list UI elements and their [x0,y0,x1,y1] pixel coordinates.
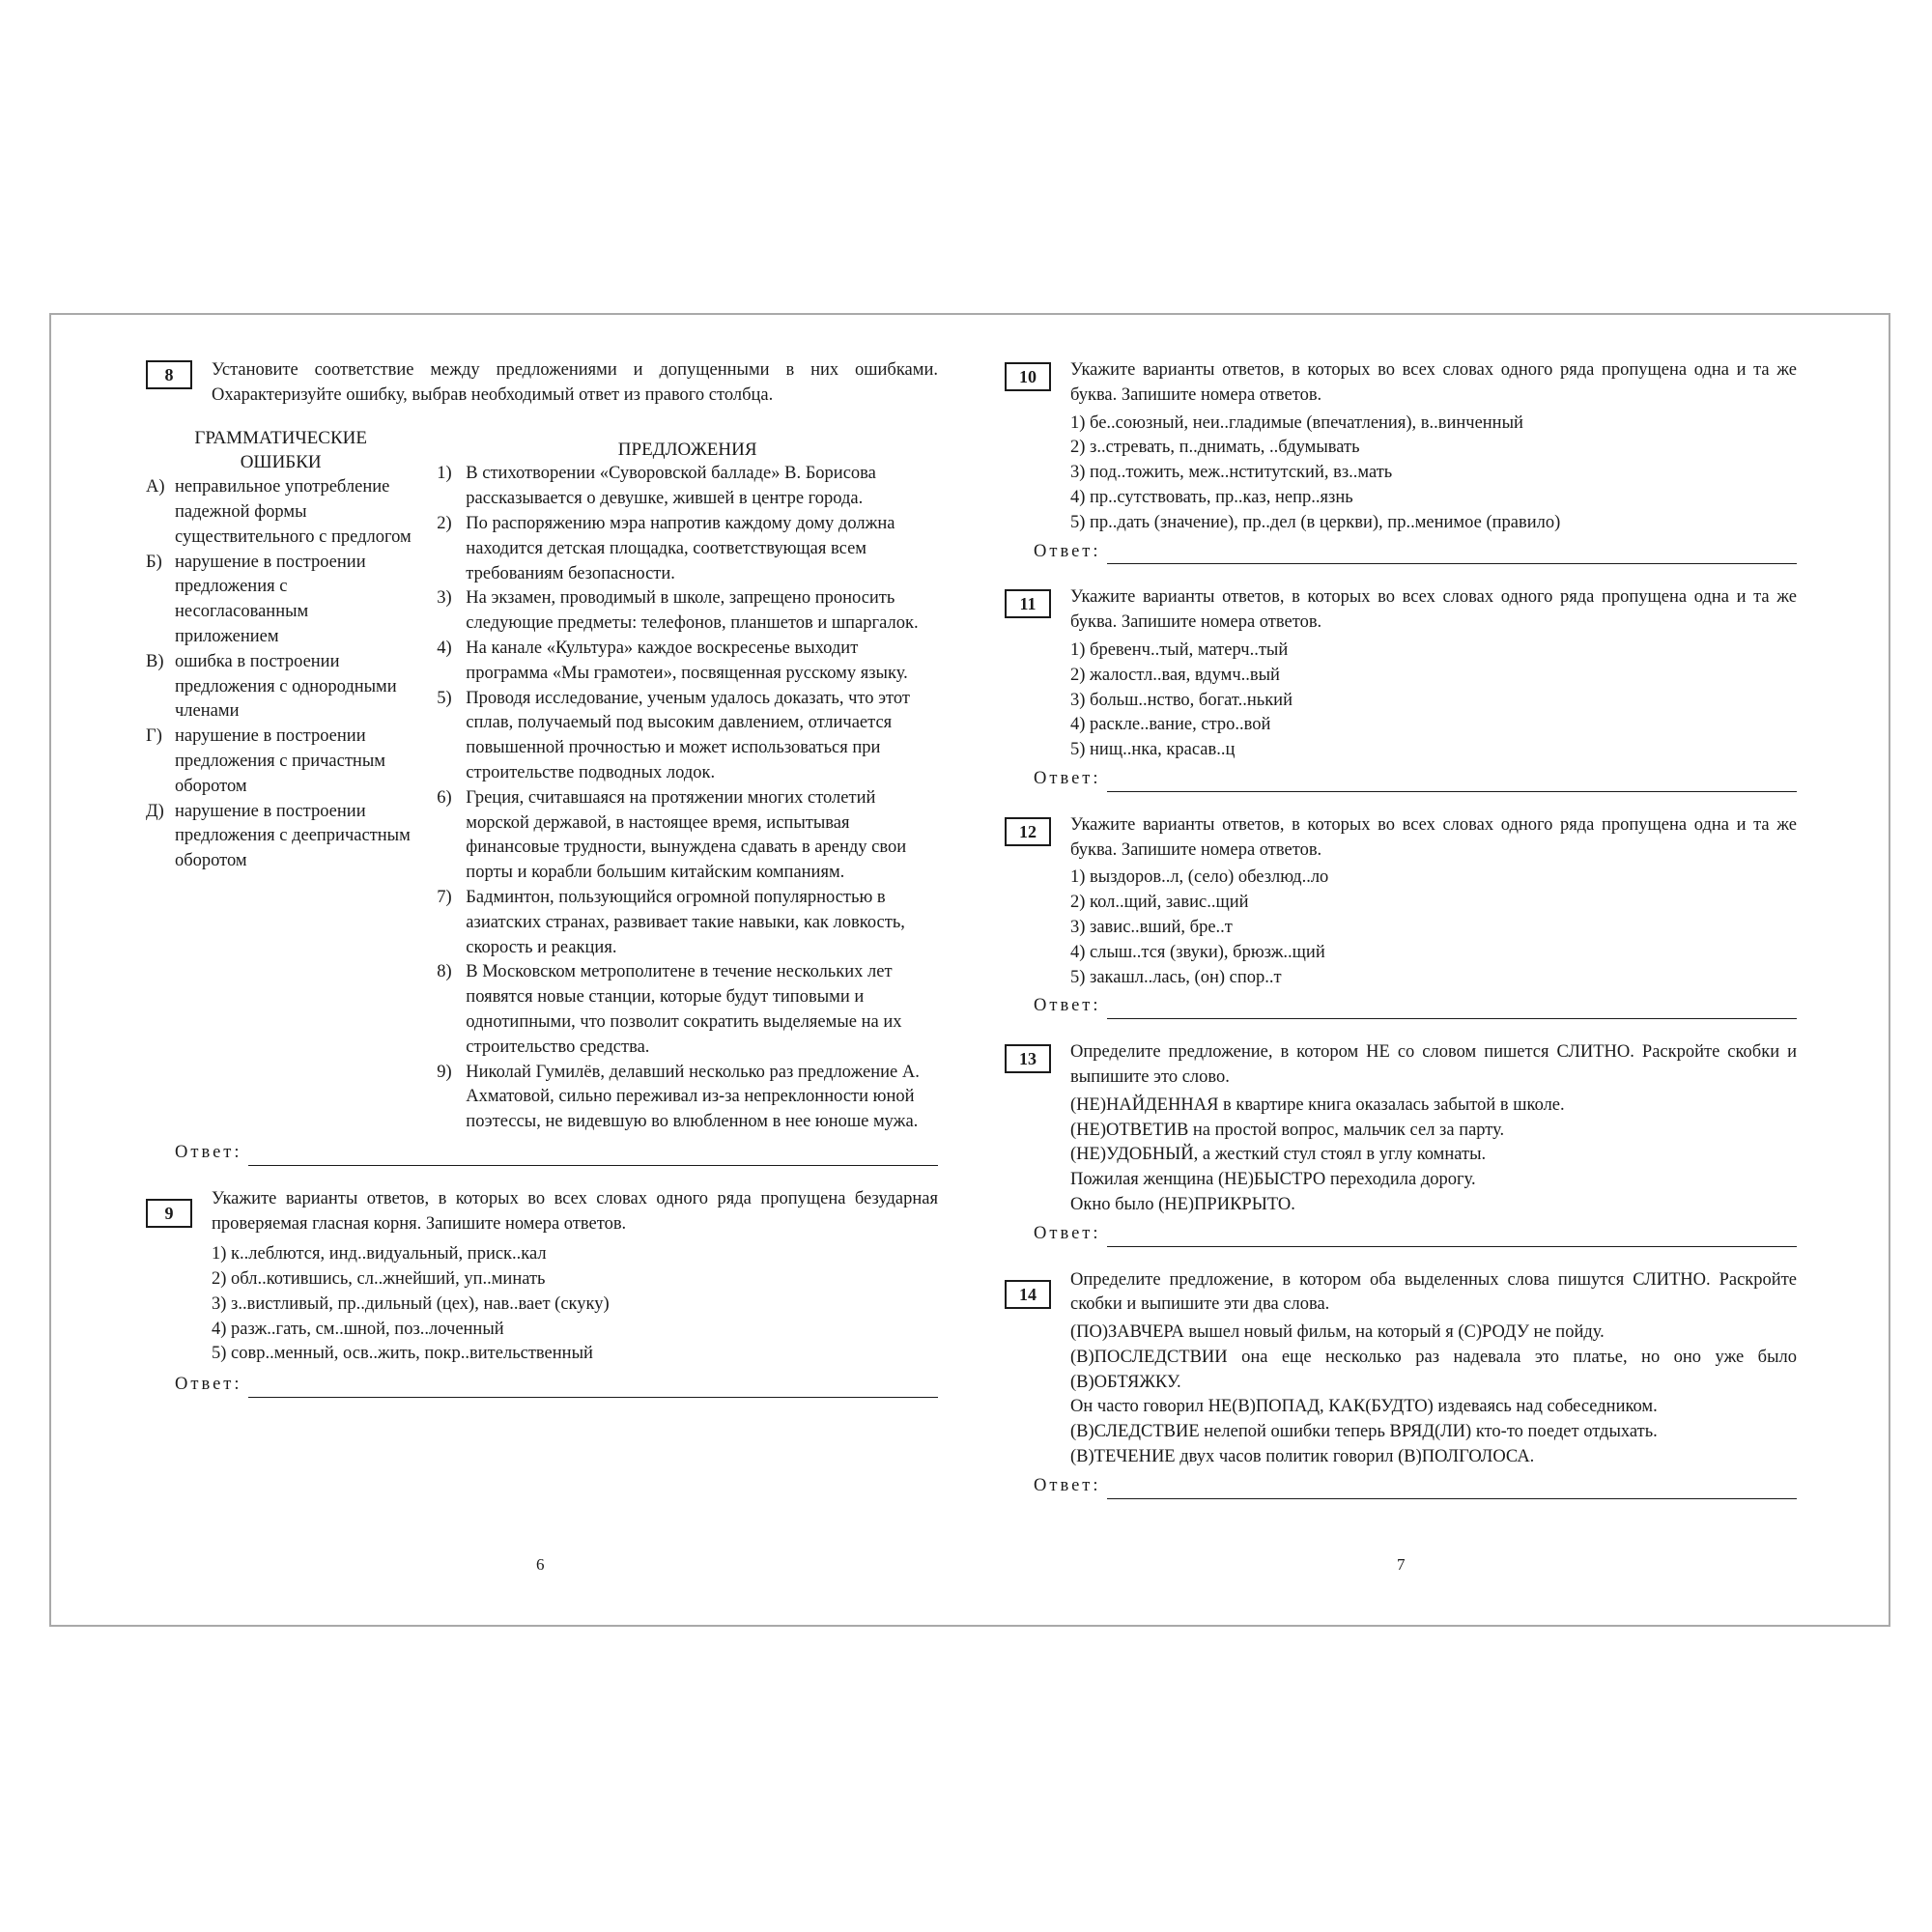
option-item: 3) больш..нство, богат..нький [1070,690,1293,710]
task-number: 11 [1005,589,1051,618]
answer-label: Ответ: [1034,1223,1101,1243]
task-question: Укажите варианты ответов, в которых во всех словах одного ряда пропущена одна и та же буква. Запишите номера ответов. [1070,587,1797,633]
error-item: Б) нарушение в построении предложения с несогласованным приложением [146,552,366,646]
answer-row [1034,1222,1797,1247]
options-list [212,1242,938,1367]
answer-row [175,1373,938,1398]
task-question: Укажите варианты ответов, в которых во всех словах одного ряда пропущена одна и та же буква. Запишите номера ответов. [1070,814,1797,860]
left-page [146,358,938,1398]
option-item: 3) завис..вший, бре..т [1070,917,1233,937]
answer-label: Ответ: [1034,1475,1101,1495]
option-item: 5) пр..дать (значение), пр..дел (в церкви), пр..менимое (правило) [1070,512,1561,532]
answer-input-line[interactable] [1107,770,1797,792]
task-question: Укажите варианты ответов, в которых во всех словах одного ряда пропущена безударная проверяемая гласная корня. Запишите номера ответов. [212,1188,938,1234]
error-item: Д) нарушение в построении предложения с деепричастным оборотом [146,801,411,871]
error-item: Г) нарушение в построении предложения с причастным оборотом [146,726,385,796]
option-item: (НЕ)ОТВЕТИВ на простой вопрос, мальчик сел за парту. [1070,1120,1505,1140]
sentence-item: 3) На экзамен, проводимый в школе, запрещено проносить следующие предметы: телефонов, планшетов и шпаргалок. [437,588,919,634]
option-item: 4) раскле..вание, стро..вой [1070,715,1271,735]
task-question: Определите предложение, в котором НЕ со словом пишется СЛИТНО. Раскройте скобки и выпишите это слово. [1070,1042,1797,1087]
sentence-item: 2) По распоряжению мэра напротив каждому дому должна находится детская площадка, соответствующая всем требованиям безопасности. [437,513,895,583]
option-item: 2) з..стревать, п..днимать, ..бдумывать [1070,438,1360,458]
sentence-item: 4) На канале «Культура» каждое воскресенье выходит программа «Мы грамотеи», посвященная русскому языку. [437,638,908,683]
answer-row [1034,767,1797,792]
sentences-column [437,426,938,1135]
task-10 [1005,358,1797,564]
error-item: А) неправильное употребление падежной формы существительного с предлогом [146,477,412,547]
options-list [1070,639,1797,763]
sentence-item: 7) Бадминтон, пользующийся огромной популярностью в азиатских странах, развивает такие навыки, как ловкость, скорость и реакция. [437,887,905,957]
task-number: 14 [1005,1280,1051,1309]
task-8 [146,358,938,1166]
option-item: 2) кол..щий, завис..щий [1070,893,1249,913]
options-list [1070,1321,1797,1470]
task-question: Определите предложение, в котором оба выделенных слова пишутся СЛИТНО. Раскройте скобки и выпишите эти два слова. [1070,1269,1797,1315]
answer-label: Ответ: [1034,541,1101,561]
answer-label: Ответ: [1034,996,1101,1016]
sentence-item: 5) Проводя исследование, ученым удалось доказать, что этот сплав, получаемый под высоким давлением, отличается повышенной прочностью и может использоваться при строительстве подводных лодок. [437,688,910,782]
task-11 [1005,585,1797,791]
answer-row [175,1141,938,1166]
task-number: 12 [1005,817,1051,846]
option-item: 1) к..леблются, инд..видуальный, приск..кал [212,1244,547,1264]
option-item: 5) нищ..нка, красав..ц [1070,740,1236,760]
page-number-right: 7 [1397,1555,1406,1574]
option-item: (В)СЛЕДСТВИЕ нелепой ошибки теперь ВРЯД(ЛИ) кто-то поедет отдыхать. [1070,1422,1658,1442]
answer-label: Ответ: [1034,768,1101,788]
option-item: 4) разж..гать, см..шной, поз..лоченный [212,1319,504,1339]
option-item: Он часто говорил НЕ(В)ПОПАД, КАК(БУДТО) издеваясь над собеседником. [1070,1397,1658,1417]
task-question: Укажите варианты ответов, в которых во всех словах одного ряда пропущена одна и та же буква. Запишите номера ответов. [1070,360,1797,405]
page-number-left: 6 [536,1555,545,1574]
matching-columns [146,426,938,1135]
task-question: Установите соответствие между предложениями и допущенными в них ошибками. Охарактеризуйте ошибку, выбрав необходимый ответ из правого столбца. [212,360,938,405]
task-14 [1005,1268,1797,1499]
sentence-item: 9) Николай Гумилёв, делавший несколько раз предложение А. Ахматовой, сильно переживал из-за непреклонности юной поэтессы, не видевшую во влюбленном в нее юноше мужа. [437,1062,920,1132]
right-page [1005,358,1797,1499]
error-item: В) ошибка в построении предложения с однородными членами [146,651,397,722]
task-13 [1005,1040,1797,1246]
answer-input-line[interactable] [1107,997,1797,1019]
options-list [1070,866,1797,990]
option-item: 1) бе..союзный, неи..гладимые (впечатления), в..винченный [1070,412,1523,433]
task-number: 13 [1005,1044,1051,1073]
answer-label: Ответ: [175,1375,242,1395]
errors-column [146,426,415,1135]
answer-input-line[interactable] [1107,542,1797,564]
option-item: 5) закашл..лась, (он) спор..т [1070,967,1282,987]
sentence-item: 1) В стихотворении «Суворовской балладе» В. Борисова рассказывается о девушке, жившей в центре города. [437,464,876,509]
option-item: 5) совр..менный, осв..жить, покр..вительственный [212,1344,593,1364]
option-item: (В)ТЕЧЕНИЕ двух часов политик говорил (В)ПОЛГОЛОСА. [1070,1447,1535,1467]
sentence-item: 6) Греция, считавшаяся на протяжении многих столетий морской державой, в настоящее время, испытывая финансовые трудности, вынуждена сдавать в аренду свои порты и корабли большим китайским компаниям. [437,787,907,883]
answer-row [1034,994,1797,1019]
answer-row [1034,1474,1797,1499]
errors-title-line2: ОШИБКИ [240,452,322,473]
errors-title-line1: ГРАММАТИЧЕСКИЕ [194,427,367,448]
option-item: 2) обл..котившись, сл..жнейший, уп..минать [212,1269,546,1290]
option-item: (В)ПОСЛЕДСТВИИ она еще несколько раз надевала это платье, но оно уже было (В)ОБТЯЖКУ. [1070,1347,1797,1392]
task-9 [146,1187,938,1398]
option-item: Пожилая женщина (НЕ)БЫСТРО переходила дорогу. [1070,1170,1476,1190]
sentence-item: 8) В Московском метрополитене в течение нескольких лет появятся новые станции, которые будут типовыми и однотипными, что позволит сократить выделяемые на их строительство средства. [437,962,902,1057]
option-item: (НЕ)НАЙДЕННАЯ в квартире книга оказалась забытой в школе. [1070,1094,1565,1115]
option-item: 4) слыш..тся (звуки), брюзж..щий [1070,942,1325,962]
task-number: 9 [146,1199,192,1228]
option-item: 1) выздоров..л, (село) обезлюд..ло [1070,867,1329,888]
option-item: (ПО)ЗАВЧЕРА вышел новый фильм, на который я (С)РОДУ не пойду. [1070,1322,1605,1343]
option-item: Окно было (НЕ)ПРИКРЫТО. [1070,1194,1295,1214]
task-number: 10 [1005,362,1051,391]
option-item: 3) з..вистливый, пр..дильный (цех), нав..вает (скуку) [212,1293,610,1314]
task-12 [1005,813,1797,1019]
answer-label: Ответ: [175,1142,242,1162]
task-number: 8 [146,360,192,389]
answer-input-line[interactable] [248,1144,938,1166]
option-item: 4) пр..сутствовать, пр..каз, непр..язнь [1070,487,1353,507]
option-item: (НЕ)УДОБНЫЙ, а жесткий стул стоял в углу комнаты. [1070,1145,1487,1165]
answer-input-line[interactable] [1107,1477,1797,1499]
option-item: 3) под..тожить, меж..нститутский, вз..мать [1070,463,1393,483]
answer-input-line[interactable] [1107,1225,1797,1247]
options-list [1070,412,1797,536]
answer-row [1034,540,1797,565]
option-item: 2) жалостл..вая, вдумч..вый [1070,665,1280,685]
answer-input-line[interactable] [248,1376,938,1398]
options-list [1070,1094,1797,1218]
sentences-title: ПРЕДЛОЖЕНИЯ [617,439,757,460]
option-item: 1) бревенч..тый, матерч..тый [1070,639,1289,660]
